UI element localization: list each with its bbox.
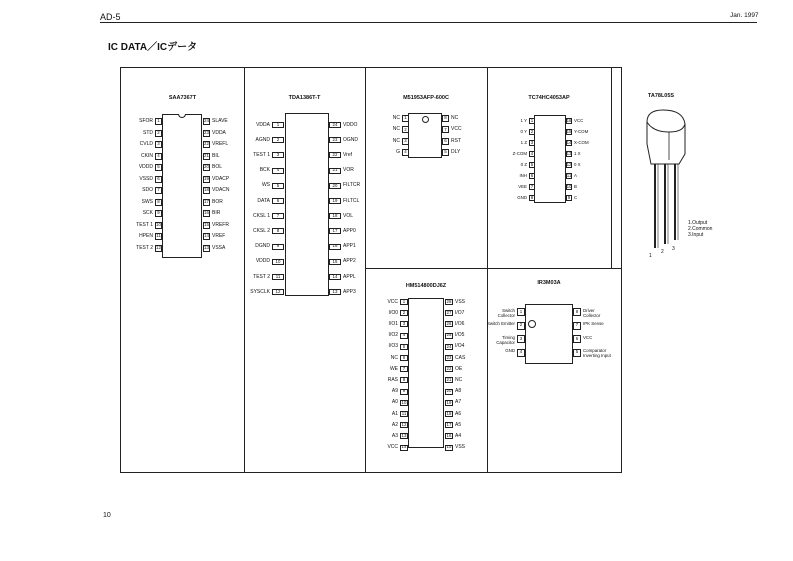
pin-number-box: 3 [400,321,408,327]
pin-label: I/O6 [455,320,465,327]
pin-label: IPK Sense [583,321,604,326]
chip-notch [178,114,186,118]
pin-label: VDDD [255,258,270,265]
pin-number-box: 13 [566,150,572,156]
ta78-pin-input: 3.Input [688,232,704,238]
pin-number-box: 5 [442,149,449,156]
pin-label: INH [519,172,527,178]
pin-number-box: 9 [567,194,571,200]
pin-number-box: 16 [566,117,572,123]
pin-number-box: 20 [329,183,341,189]
pin-label: Z-COM [512,150,527,156]
pin-number-box: 3 [272,152,284,158]
pin-label: CAS [455,354,466,361]
pin-number-box: 4 [272,168,284,174]
pin-label: NC [390,354,398,361]
pin-number-box: 9 [155,210,162,217]
pin-number-box: 7 [530,183,534,189]
pin-label: VSSD [139,175,153,182]
pin-number-box: 15 [566,128,572,134]
pin-number-box: 5 [400,344,408,350]
pin-label: A8 [455,388,462,395]
pin-label: CKSL 2 [252,227,270,234]
chip-body-m51953afp [408,113,442,158]
pin-number-box: 2 [530,128,534,134]
pin-number-box: 23 [329,137,341,143]
pin-label: TEST 2 [253,273,270,280]
pin-number-box: 7 [573,322,581,330]
chip-title-ta78l05s: TA78L05S [647,93,675,99]
pin-number-box: 6 [155,176,162,183]
pin-label: C [574,194,578,200]
pin-number-box: 6 [442,138,449,145]
pin-label: VDDA [256,121,270,128]
pin-number-box: 12 [566,161,572,167]
pin-label: HPEN [139,233,153,239]
pin-label: OGND [343,136,358,143]
pin-number-box: 22 [204,141,209,147]
pin-number-box: 24 [446,343,452,349]
cell-divider [487,68,488,472]
pin-label: BCK [259,167,270,174]
pin-label: VOL [343,212,354,219]
pin-number-box: 14 [204,233,209,239]
pin-number-box: 1 [517,308,525,316]
pin-label: APP1 [343,243,356,250]
pin-number-box: 4 [402,149,409,156]
pin-number-box: 17 [446,421,452,427]
pin-number-box: 7 [155,187,162,194]
ta78-pin-common: 2.Common [688,226,713,232]
pin-label: A0 [391,399,398,406]
pin-number-box: 1 [402,115,409,122]
pin-number-box: 14 [329,274,341,280]
pin-number-box: 14 [566,139,572,145]
pin-number-box: 3 [155,141,162,148]
pin-label: A2 [391,421,398,428]
pin-label: VSS [455,298,466,305]
pin-number-box: 21 [329,168,341,174]
pin-label: VREFL [212,141,229,147]
pin-number-box: 5 [530,161,534,167]
pin-number-box: 13 [204,244,209,250]
pin-number-box: 18 [204,187,209,193]
pin-number-box: 20 [204,164,209,170]
pin-label: A5 [455,421,462,428]
pin-label: VCC [574,117,584,123]
pin-label: A7 [455,399,462,406]
pin-label: A4 [455,432,462,439]
pin-number-box: 23 [446,354,452,360]
header-rule [100,22,757,23]
ta78-pin-output: 1.Output [688,220,708,226]
pin-label: 0 X [574,161,581,167]
pin-label: VDACP [212,175,230,182]
pin-number-box: 4 [530,150,534,156]
pin-number-box: 15 [204,221,209,227]
ta78-lead-3: 3 [672,246,675,252]
ta78-lead-1: 1 [649,253,652,259]
cell-divider [365,268,621,269]
pin-label: BOR [212,198,223,205]
pin-number-box: 7 [442,126,449,133]
pin-label: 1 Z [520,139,527,145]
pin-number-box: 6 [400,355,408,361]
pin-label: APP0 [343,227,356,234]
pin-number-box: 13 [401,433,407,439]
pin-label: I/O0 [388,309,398,316]
pin-label: VCC [387,444,398,451]
pin-number-box: 27 [446,309,452,315]
chip-title-ir3m03a: IR3M03A [537,280,561,286]
pin-label: VSS [455,444,466,451]
header-left: AD-5 [100,12,121,22]
ta78-lead-2: 2 [661,249,664,255]
pin-label: I/O5 [455,332,465,339]
chip-body-tda1386t [285,113,329,296]
pin-label: RST [451,137,461,144]
pin-label: CVLD [139,141,153,147]
pin-number-box: 23 [204,129,209,135]
pin-number-box: 6 [530,172,534,178]
pin-number-box: 2 [517,322,525,330]
pin-label: VSSA [212,244,226,251]
pin-label: GND [505,348,515,353]
pin-number-box: 1 [272,122,284,128]
pin-label: 0 Y [520,128,527,134]
pin-label: SYSCLK [250,288,270,295]
pin-number-box: 19 [204,175,209,181]
chip-body-saa7367t [162,114,202,258]
pin-label: VDDA [212,129,226,136]
pin-label: GND [517,194,527,200]
pin-number-box: 3 [530,139,534,145]
pin-label: WS [261,182,270,189]
pin-number-box: 9 [400,389,408,395]
pin-label: APP3 [343,288,356,295]
pin-label: NC [392,115,400,121]
pin-label: Y-COM [574,128,589,134]
pin-label: Switch Collector [497,307,515,318]
pin-number-box: 10 [401,399,407,405]
pin-number-box: 3 [517,335,525,343]
pin-number-box: 15 [329,259,341,265]
pin-label: BIR [212,210,221,216]
pin-number-box: 24 [204,118,209,124]
pin-label: SLAVE [212,118,228,124]
pin-label: WE [389,365,398,372]
pin-label: I/O1 [388,320,398,327]
pin-label: G [396,149,400,156]
pin-number-box: 4 [155,153,162,160]
pin-label: NC [455,376,463,383]
pin1-marker [422,116,429,123]
pin-number-box: 8 [400,377,408,383]
pin-label: FILTCL [343,197,360,204]
pin-number-box: 9 [272,244,284,250]
chip-title-tc74hc4053ap: TC74HC4053AP [528,95,570,101]
pin-number-box: 8 [442,115,449,122]
pin-label: APPL [343,273,356,280]
pin-number-box: 20 [446,388,452,394]
cell-divider [244,68,245,472]
chip-title-tda1386t: TDA1386T-T [288,95,321,101]
pin-label: Switch Emitter [486,321,515,326]
pin-label: RAS [387,376,398,383]
pin-label: APP2 [343,258,356,265]
pin-number-box: 24 [329,122,341,128]
pin-number-box: 1 [530,117,534,123]
pin-label: A3 [391,432,398,439]
pin-number-box: 16 [329,244,341,250]
chip-title-m51953afp: M51953AFP-600C [403,95,449,101]
pin-label: VDDD [138,164,153,170]
pin-label: I/O4 [455,343,465,350]
pin-number-box: 16 [446,433,452,439]
pin-label: SCK [142,210,153,216]
pin-number-box: 12 [272,289,284,295]
to92-package-drawing [639,106,689,268]
ic-table-frame [120,67,713,473]
chip-title-saa7367t: SAA7367T [168,95,197,101]
pin-label: A [574,172,577,178]
pin-number-box: 17 [329,228,341,234]
pin-label: VCC [451,126,462,133]
pin-number-box: 11 [401,410,407,416]
pin-number-box: 3 [402,138,409,145]
pin-number-box: 19 [329,198,341,204]
page-number: 10 [103,512,111,519]
pin-number-box: 21 [204,152,209,158]
pin-number-box: 10 [272,259,284,265]
pin-label: BOL [212,164,223,170]
pin-number-box: 13 [329,289,341,295]
pin-number-box: 5 [573,349,581,357]
page-title: IC DATA／ICデータ [108,42,198,53]
pin-number-box: 28 [446,298,452,304]
pin-label: Comparator Inverting Input [583,348,611,358]
pin-label: VREF [212,233,226,239]
pin-number-box: 7 [400,366,408,372]
pin-number-box: 18 [446,410,452,416]
pin-number-box: 4 [400,333,408,339]
chip-body-ir3m03a [525,304,573,364]
pin-label: TEST 2 [136,244,153,251]
pin-label: VCC [583,334,593,340]
pin-label: BIL [212,152,220,159]
pin-label: Vref [343,151,352,158]
pin-label: STD [143,129,153,136]
pin-label: CKIN [141,152,153,159]
chip-title-hm514800dj6z: HM514800DJ6Z [405,283,447,289]
pin-number-box: 1 [400,299,408,305]
pin-number-box: 22 [329,152,341,158]
pin-number-box: 12 [401,421,407,427]
pin-number-box: 2 [402,126,409,133]
pin-label: VDACN [212,187,230,193]
pin-label: VDDO [343,121,358,128]
pin-label: VREFR [212,221,229,228]
pin-label: X-COM [574,139,589,145]
pin-label: 0 Z [520,161,527,167]
pin-number-box: 1 [155,118,162,125]
pin-number-box: 10 [156,221,161,227]
pin-number-box: 7 [272,213,284,219]
pin-number-box: 11 [272,274,284,280]
pin-label: SFOR [139,118,153,124]
pin-label: Timing Capacitor [496,334,515,345]
pin-number-box: 16 [204,210,209,216]
pin-number-box: 17 [204,198,209,204]
pin-label: SWS [141,198,153,205]
pin-number-box: 11 [566,172,572,178]
pin-number-box: 22 [446,365,452,371]
pin-number-box: 19 [446,399,452,405]
pin-number-box: 8 [155,199,162,206]
pin-label: NC [451,115,459,121]
pin-label: CKSL 1 [252,212,270,219]
pin-label: A9 [391,388,398,395]
pin-label: DATA [257,197,270,204]
pin-label: OE [455,365,463,372]
pin-label: I/O3 [388,343,398,350]
pin-number-box: 15 [446,444,452,450]
pin-number-box: 6 [272,198,284,204]
pin-label: 1 Y [520,117,527,123]
pin-number-box: 5 [272,183,284,189]
pin-number-box: 2 [272,137,284,143]
pin-label: I/O2 [388,332,398,339]
pin-label: TEST 1 [136,221,153,228]
pin-label: VOR [343,167,354,174]
pin-label: VCC [387,298,398,305]
pin-label: DGND [255,243,270,250]
pin-number-box: 8 [272,228,284,234]
pin-label: Driver Collector [583,307,601,318]
chip-body-hm514800dj6z [408,298,444,448]
pin-number-box: 11 [156,233,161,239]
pin-number-box: 14 [401,444,407,450]
pin-label: 1 X [574,150,581,156]
pin-label: TEST 1 [253,151,270,158]
pin-number-box: 12 [156,244,161,250]
pin-number-box: 6 [573,335,581,343]
pin1-marker [528,320,536,328]
pin-number-box: 5 [155,164,162,171]
pin-label: FILTCR [343,182,361,189]
pin-number-box: 10 [566,183,572,189]
pin-label: B [574,183,577,189]
pin-label: DLY [451,149,461,156]
pin-number-box: 18 [329,213,341,219]
pin-label: A6 [455,410,462,417]
pin-label: SDO [142,187,153,193]
pin-number-box: 26 [446,321,452,327]
pin-label: I/O7 [455,309,465,316]
pin-number-box: 8 [573,308,581,316]
header-right: Jan. 1997 [730,12,759,19]
pin-number-box: 21 [446,377,452,383]
pin-label: VEE [518,183,527,189]
pin-label: NC [392,126,400,133]
pin-number-box: 4 [517,349,525,357]
pin-label: AGND [255,136,270,143]
pin-number-box: 8 [530,194,534,200]
pin-label: NC [392,137,400,144]
cell-divider [365,68,366,472]
pin-label: A1 [391,410,398,417]
pin-number-box: 2 [400,310,408,316]
pin-number-box: 2 [155,130,162,137]
pin-number-box: 25 [446,332,452,338]
chip-body-tc74hc4053ap [534,115,566,203]
